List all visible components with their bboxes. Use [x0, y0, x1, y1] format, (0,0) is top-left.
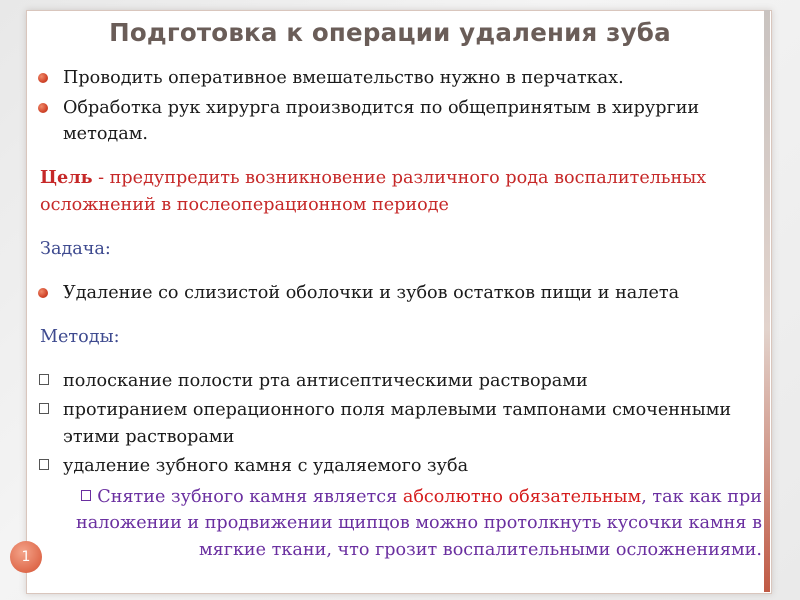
goal-paragraph — [36, 165, 762, 218]
list-item — [36, 95, 762, 148]
bullet-text: протиранием операционного поля марлевыми тампонами смоченными этими растворами — [63, 400, 732, 447]
bullet-text: Проводить оперативное вмешательство нужно в перчатках. — [63, 68, 624, 88]
bullet-text: Удаление со слизистой оболочки и зубов остатков пищи и налета — [63, 282, 680, 303]
bullet-text: удаление зубного камня с удаляемого зуба — [63, 456, 469, 477]
note-text-start: Снятие зубного камня является — [97, 486, 403, 507]
bullet-dot-icon — [38, 288, 48, 298]
list-item — [36, 453, 762, 480]
task-heading: Задача: — [40, 238, 111, 259]
checkbox-bullet-icon — [39, 403, 49, 414]
list-item — [36, 368, 762, 395]
page-number-badge: 1 — [10, 541, 42, 573]
bullet-text: полоскание полости рта антисептическими растворами — [63, 370, 588, 391]
note-paragraph — [36, 484, 762, 564]
methods-heading: Методы: — [40, 326, 120, 347]
bullet-dot-icon — [38, 103, 48, 113]
list-item — [36, 397, 762, 450]
slide-content — [36, 65, 762, 581]
bullet-dot-icon — [38, 73, 48, 83]
list-item — [36, 280, 762, 307]
checkbox-bullet-icon — [39, 374, 49, 385]
note-text-end: , так как при наложении и продвижении щипцов можно протолкнуть кусочки камня в мягкие ткани, что грозит воспалительными осложнениями. — [76, 486, 762, 560]
bullet-text: Обработка рук хирурга производится по общепринятым в хирургии методам. — [63, 97, 700, 144]
list-item — [36, 65, 762, 92]
goal-label: Цель — [40, 167, 93, 189]
goal-text: - предупредить возникновение различного рода воспалительных осложнений в послеоперационном периоде — [40, 168, 707, 215]
note-highlight: абсолютно обязательным — [402, 486, 642, 507]
slide-title: Подготовка к операции удаления зуба — [109, 18, 671, 47]
checkbox-bullet-icon — [39, 459, 49, 470]
decorative-side-bar — [764, 10, 770, 592]
checkbox-bullet-icon — [81, 490, 91, 501]
